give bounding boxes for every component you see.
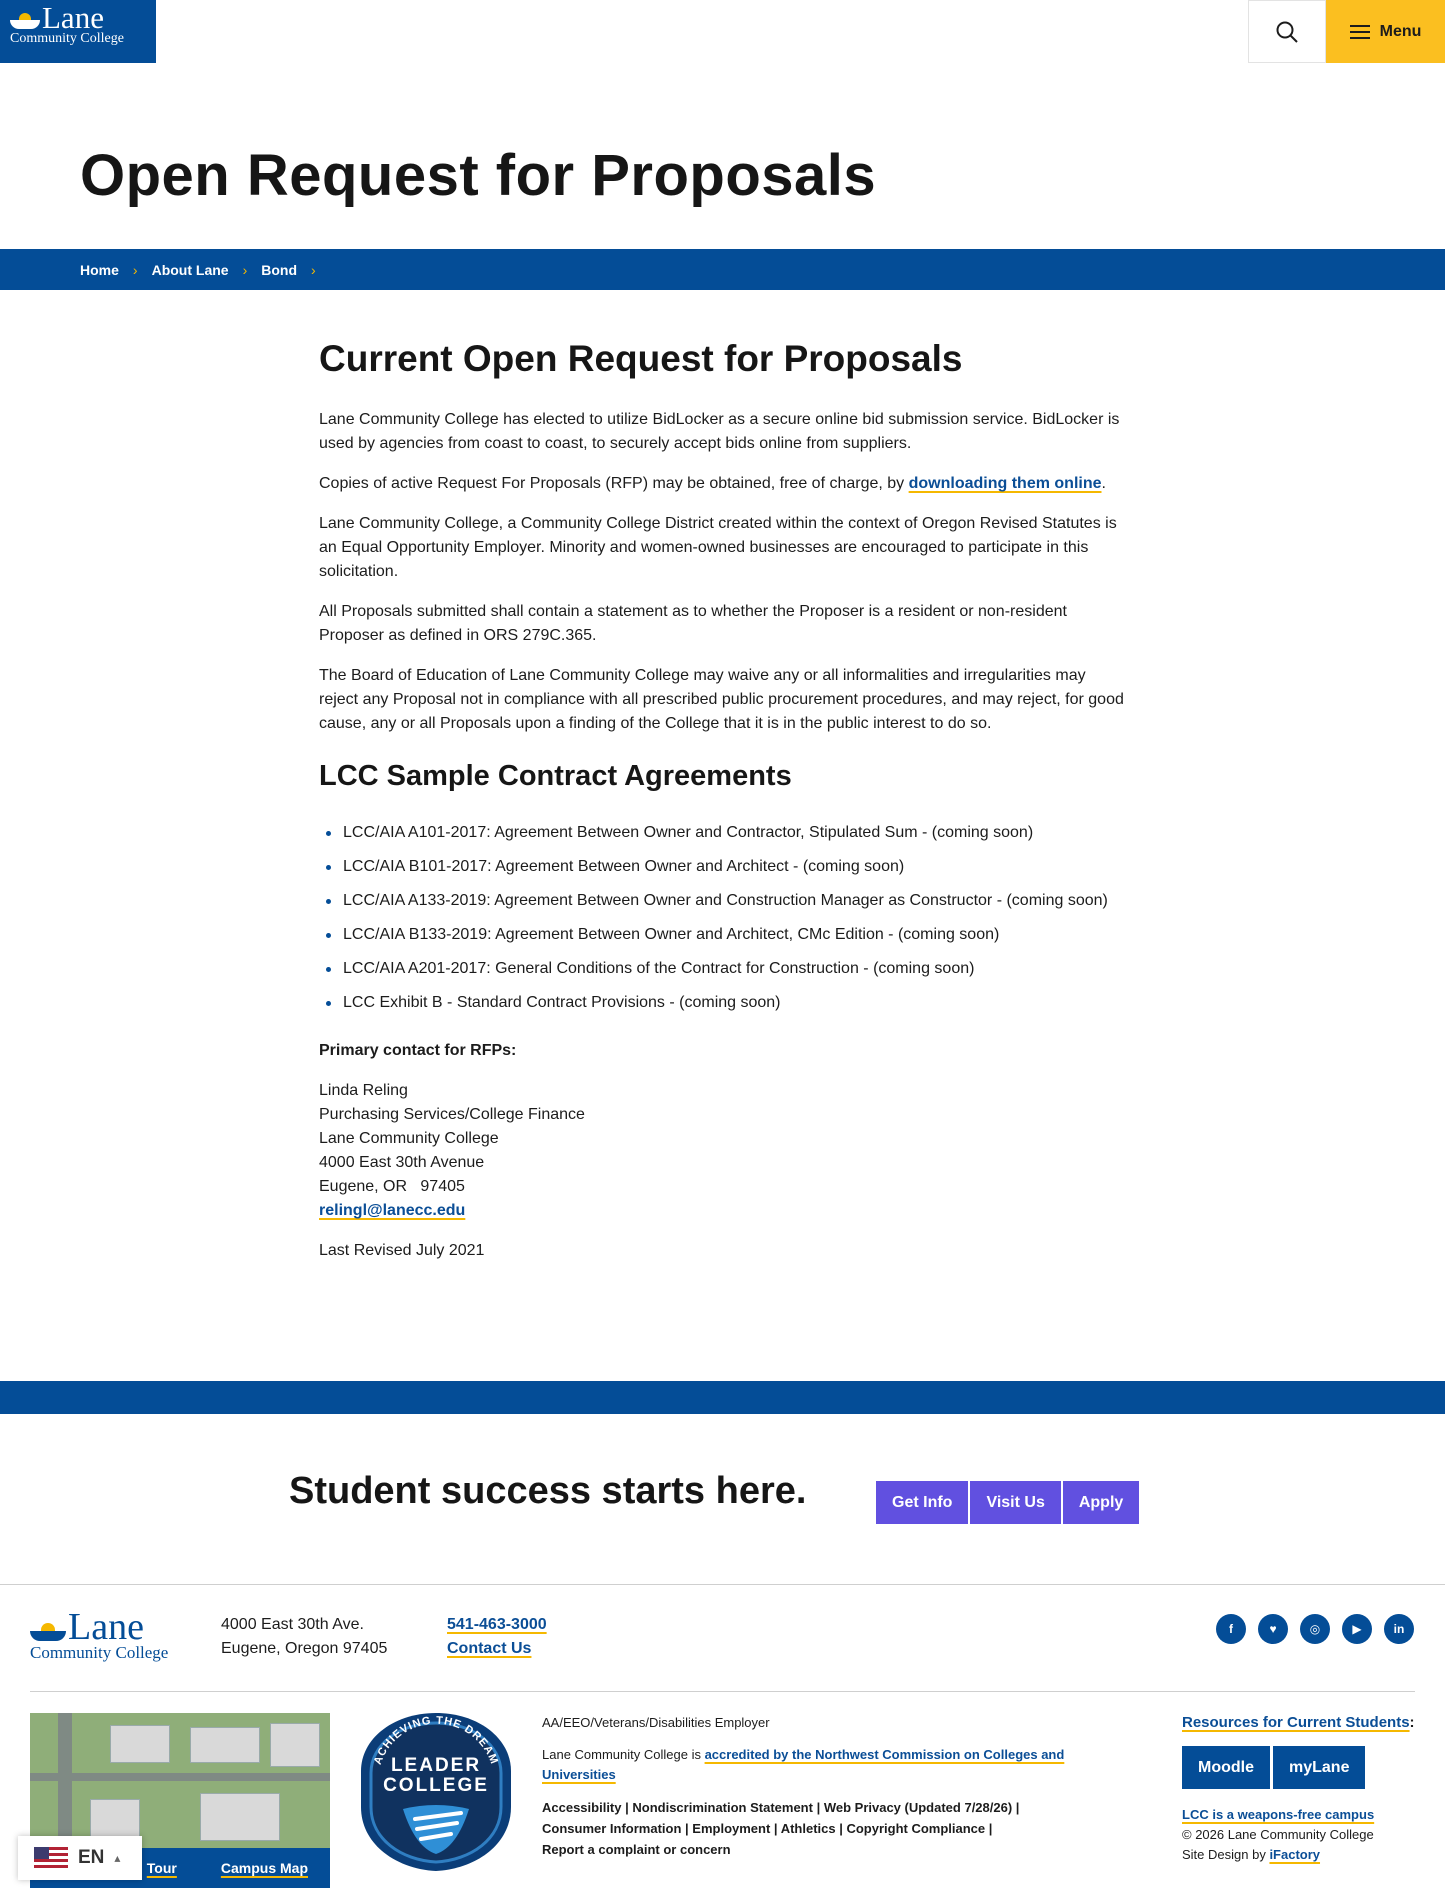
moodle-button[interactable]: Moodle [1182, 1746, 1270, 1789]
report-complaint-link[interactable]: Report a complaint or concern [542, 1842, 731, 1857]
contact-email-link[interactable]: relingl@lanecc.edu [319, 1202, 466, 1219]
site-design: Site Design by iFactory [1182, 1847, 1321, 1862]
footer-logo-word: Lane [68, 1606, 144, 1648]
linkedin-icon[interactable]: in [1384, 1614, 1414, 1644]
ifactory-link[interactable]: iFactory [1269, 1847, 1321, 1862]
facebook-icon[interactable]: f [1216, 1614, 1246, 1644]
paragraph-copies: Copies of active Request For Proposals (RFP) may be obtained, free of charge, by downloading them online. [319, 475, 1106, 492]
footer-logo-subtitle: Community College [30, 1643, 169, 1662]
accreditation-link[interactable]: accredited by the Northwest Commission on Colleges and Universities [542, 1747, 1065, 1782]
tour-link[interactable]: Tour [146, 1860, 177, 1876]
logo-word: Lane [42, 0, 104, 35]
menu-button[interactable] [1326, 0, 1445, 63]
campus-map-link[interactable]: Campus Map [220, 1860, 308, 1876]
contact-name: Linda Reling [319, 1082, 408, 1099]
logo-subtitle: Community College [10, 31, 124, 46]
sunrise-logo-icon [10, 13, 40, 29]
cta-buttons [876, 1481, 1139, 1524]
page-title: Open Request for Proposals [80, 143, 877, 208]
list-item: LCC/AIA A101-2017: Agreement Between Owner and Contractor, Stipulated Sum - (coming soon) [319, 821, 1129, 845]
footer-resources: Resources for Current Students: Moodle myLane LCC is a weapons-free campus © 2026 Lane Community College Site Design by iFactory [1182, 1713, 1422, 1865]
apply-button[interactable]: Apply [1063, 1481, 1139, 1524]
footer-divider [0, 1584, 1445, 1585]
web-privacy-link[interactable]: Web Privacy (Updated 7/28/26) [823, 1800, 1013, 1815]
nondiscrimination-link[interactable]: Nondiscrimination Statement [632, 1800, 813, 1815]
paragraph-bidlocker: Lane Community College has elected to utilize BidLocker as a secure online bid submission service. BidLocker is used by agencies from coast to coast, to securely accept bids online from suppliers. [319, 411, 1120, 452]
download-online-link[interactable]: downloading them online [908, 475, 1102, 492]
cta-heading: Student success starts here. [289, 1470, 807, 1512]
badge-arc-text: ACHIEVING THE DREAM [371, 1714, 501, 1767]
breadcrumb [0, 249, 1445, 290]
breadcrumb-bond[interactable]: Bond [261, 261, 298, 278]
accessibility-link[interactable]: Accessibility [542, 1800, 622, 1815]
contact-address [319, 1079, 1129, 1223]
search-button[interactable] [1248, 0, 1326, 63]
contact-org: Lane Community College [319, 1130, 499, 1147]
college-logo[interactable] [0, 0, 156, 63]
divider-band [0, 1381, 1445, 1414]
social-links [1216, 1614, 1414, 1644]
badge-line2: COLLEGE [383, 1775, 489, 1796]
contact-city: Eugene, OR 97405 [319, 1178, 465, 1195]
footer-info [542, 1713, 1122, 1860]
us-flag-icon [34, 1847, 68, 1869]
chevron-right-icon: › [311, 261, 316, 278]
last-revised: Last Revised July 2021 [319, 1242, 485, 1259]
contact-us-link[interactable]: Contact Us [447, 1640, 532, 1657]
paragraph-residency: All Proposals submitted shall contain a statement as to whether the Proposer is a resident or non-resident Proposer as defined in ORS 279C.365. [319, 603, 1067, 644]
footer-address: 4000 East 30th Ave. Eugene, Oregon 97405 [221, 1616, 388, 1657]
resource-buttons [1182, 1746, 1422, 1789]
subsection-heading: LCC Sample Contract Agreements [319, 760, 792, 792]
employment-link[interactable]: Employment [692, 1821, 771, 1836]
visit-us-button[interactable]: Visit Us [970, 1481, 1060, 1524]
paragraph-board: The Board of Education of Lane Community College may waive any or all informalities and irregularities may reject any Proposal not in compliance with all prescribed public procurement procedures, and may reject, for good cause, any or all Proposals upon a finding of the College that it is in the public interest to do so. [319, 667, 1124, 732]
copyright: © 2026 Lane Community College [1182, 1827, 1374, 1842]
get-info-button[interactable]: Get Info [876, 1481, 968, 1524]
mylane-button[interactable]: myLane [1273, 1746, 1365, 1789]
list-item: LCC/AIA A201-2017: General Conditions of the Contract for Construction - (coming soon) [319, 957, 1129, 981]
contact-street: 4000 East 30th Avenue [319, 1154, 485, 1171]
breadcrumb-home[interactable]: Home [80, 261, 119, 278]
section-heading: Current Open Request for Proposals [319, 338, 963, 379]
sunrise-logo-icon [30, 1623, 66, 1641]
copyright-compliance-link[interactable]: Copyright Compliance [846, 1821, 986, 1836]
footer-logo[interactable] [30, 1606, 169, 1662]
list-item: LCC Exhibit B - Standard Contract Provisions - (coming soon) [319, 991, 1129, 1015]
chevron-right-icon: › [242, 261, 248, 278]
footer-divider-inner [30, 1691, 1415, 1692]
accreditation: Lane Community College is accredited by the Northwest Commission on Colleges and Universities [542, 1747, 1065, 1782]
contact-heading: Primary contact for RFPs: [319, 1042, 517, 1059]
chevron-up-icon: ▴ [114, 1851, 121, 1865]
badge-line1: LEADER [390, 1755, 482, 1776]
chevron-right-icon: › [132, 261, 138, 278]
language-code: EN [78, 1847, 105, 1868]
resources-link[interactable]: Resources for Current Students [1182, 1714, 1410, 1731]
list-item: LCC/AIA B101-2017: Agreement Between Owner and Architect - (coming soon) [319, 855, 1129, 879]
search-icon [1275, 20, 1299, 44]
consumer-info-link[interactable]: Consumer Information [542, 1821, 682, 1836]
main-content [319, 338, 1129, 1279]
legal-links: Accessibility | Nondiscrimination Statement | Web Privacy (Updated 7/28/26) | Consumer Information | Employment | Athletics | Copyright Compliance | Report a complaint or concern [542, 1800, 1020, 1857]
instagram-icon[interactable]: ◎ [1300, 1614, 1330, 1644]
athletics-link[interactable]: Athletics [780, 1821, 836, 1836]
contact-dept: Purchasing Services/College Finance [319, 1106, 585, 1123]
paragraph-equal-opportunity: Lane Community College, a Community College District created within the context of Oregon Revised Statutes is an Equal Opportunity Employer. Minority and women-owned businesses are encouraged to participate in this solicitation. [319, 515, 1117, 580]
bluesky-icon[interactable]: ♥ [1258, 1614, 1288, 1644]
weapons-free-link[interactable]: LCC is a weapons-free campus [1182, 1807, 1375, 1822]
language-selector[interactable] [18, 1836, 142, 1880]
footer-contact-links [447, 1613, 547, 1661]
hamburger-icon [1350, 25, 1370, 39]
breadcrumb-about-lane[interactable]: About Lane [151, 261, 229, 278]
list-item: LCC/AIA A133-2019: Agreement Between Owner and Construction Manager as Constructor - (coming soon) [319, 889, 1129, 913]
phone-link[interactable]: 541-463-3000 [447, 1616, 547, 1633]
employer-statement: AA/EEO/Veterans/Disabilities Employer [542, 1715, 770, 1730]
leader-college-badge [357, 1709, 515, 1874]
youtube-icon[interactable]: ▶ [1342, 1614, 1372, 1644]
agreements-list [319, 821, 1129, 1015]
list-item: LCC/AIA B133-2019: Agreement Between Owner and Architect, CMc Edition - (coming soon) [319, 923, 1129, 947]
menu-label: Menu [1379, 22, 1422, 40]
